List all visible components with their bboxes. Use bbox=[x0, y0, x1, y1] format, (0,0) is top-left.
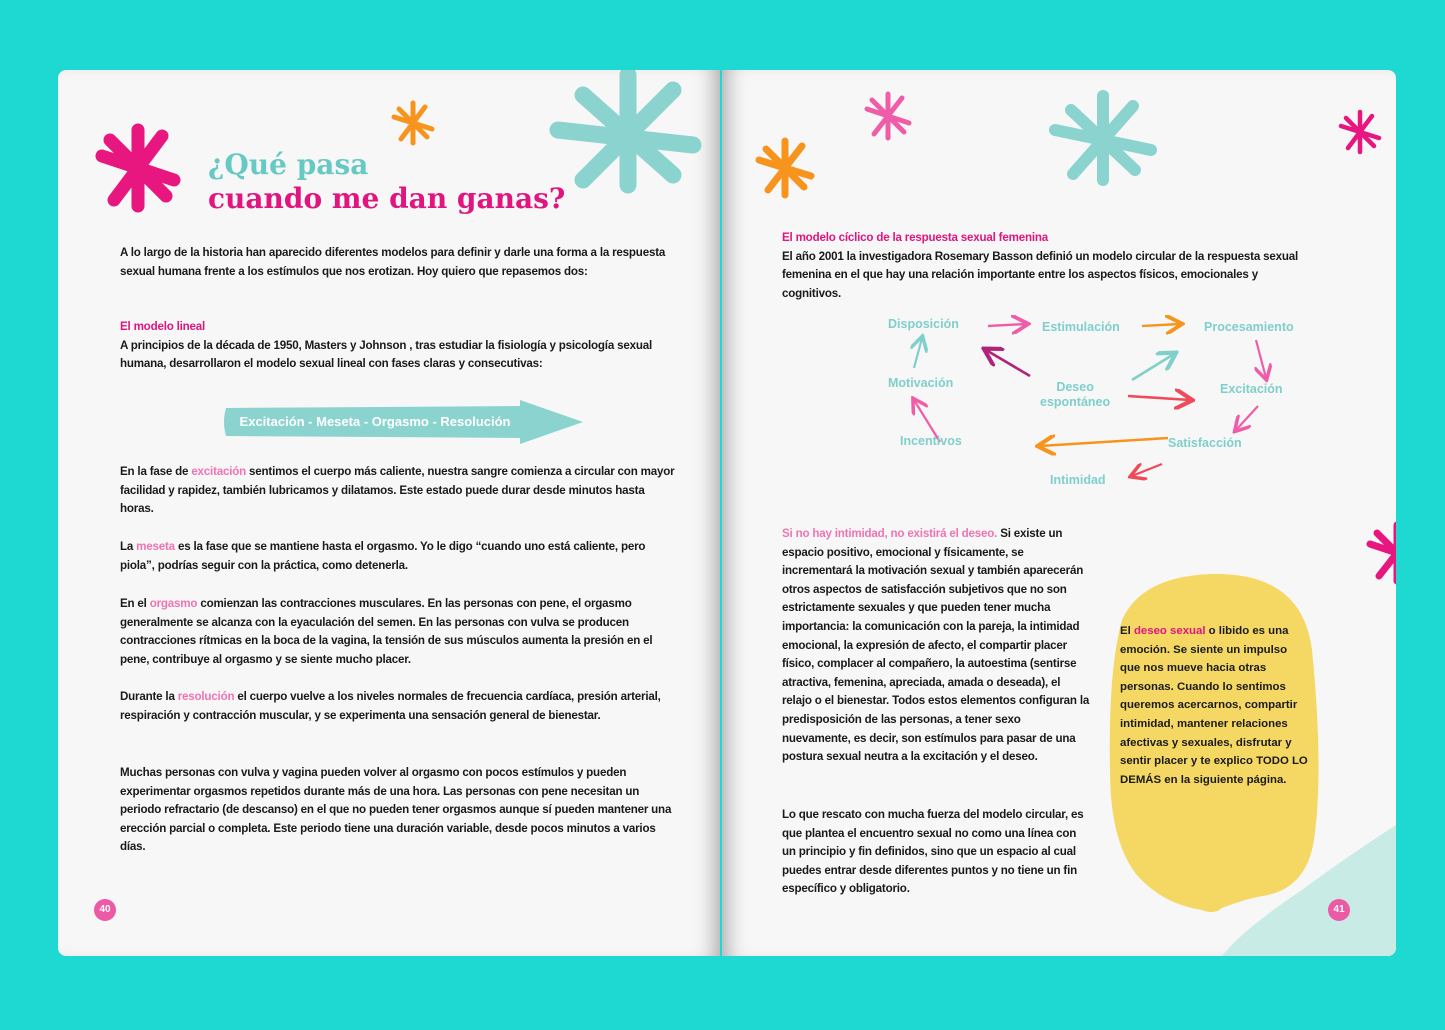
intro-paragraph: A lo largo de la historia han aparecido diferentes modelos para definir y darle una forma a la respuesta sexual humana frente a los estímulos que nos erotizan. Hoy quiero que repasemos dos: bbox=[120, 246, 666, 278]
linear-model-heading: El modelo lineal bbox=[120, 320, 206, 333]
arrow-deseo-procesamiento bbox=[1132, 354, 1174, 380]
text-run: es la fase que se mantiene hasta el orgasmo. Yo le digo “cuando uno está caliente, pero piola”, podrías seguir con la práctica, como detenerla. bbox=[120, 540, 646, 572]
arrow-satisfaccion-intimidad bbox=[1132, 464, 1162, 476]
paragraph-resolucion bbox=[120, 688, 675, 725]
text-run: En la fase de bbox=[120, 465, 192, 478]
deseo-line-2: espontáneo bbox=[1040, 395, 1111, 409]
paragraph-refractario: Muchas personas con vulva y vagina pueden volver al orgasmo con pocos estímulos y pueden experimentar orgasmos repetidos durante más de una hora. Las personas con pene necesitan un periodo refractario (de descanso) en el que no pueden tener orgasmos aunque sí pueden mantener una erección parcial o completa. Este periodo tiene una duración variable, desde pocos minutos a varios días. bbox=[120, 766, 672, 854]
pink-asterisk-icon bbox=[88, 118, 188, 218]
term-meseta: meseta bbox=[136, 540, 175, 553]
circular-model-paragraph: Lo que rescato con mucha fuerza del modelo circular, es que plantea el encuentro sexual no como una línea con un principio y fin definidos, sino que un espacio al cual puedes entrar desde diferentes puntos y no tiene un fin específico y obligatorio. bbox=[782, 808, 1084, 896]
node-intimidad: Intimidad bbox=[1050, 473, 1106, 487]
node-estimulacion: Estimulación bbox=[1042, 320, 1120, 334]
right-page bbox=[722, 70, 1396, 956]
term-excitacion: excitación bbox=[191, 465, 247, 478]
intimacy-paragraph bbox=[782, 525, 1092, 767]
node-excitacion: Excitación bbox=[1220, 382, 1283, 396]
node-disposicion: Disposición bbox=[888, 317, 959, 331]
node-deseo-espontaneo bbox=[1040, 380, 1110, 410]
page-number-right: 41 bbox=[1328, 899, 1350, 921]
term-resolucion: resolución bbox=[177, 690, 235, 703]
intimacy-text: Si existe un espacio positivo, emocional y físicamente, se incrementará la motivación sexual y también aparecerán otros aspectos de satisfacción subjetivos que no son estrictamente sexuales y que pueden tener mucha importancia: la comunicación con la pareja, la intimidad emocional, la expresión de afecto, el compartir placer físico, complacer al compañero, la autoestima (sentirse atractiva, femenina, apreciada, amada o deseada), el relajo o el bienestar. Todos estos elementos configuran la predisposición de las personas, a tener sexo nuevamente, es decir, son estímulos para pasar de una postura sexual neutra a la excitación y el deseo. bbox=[782, 527, 1090, 764]
text-run: el cuerpo vuelve a los niveles normales de frecuencia cardíaca, presión arterial, respiración y contracción muscular, y se experimenta una sensación general de bienestar. bbox=[120, 690, 661, 722]
cyclic-model-text: El año 2001 la investigadora Rosemary Basson definió un modelo circular de la respuesta sexual femenina en el que hay una relación importante entre los aspectos físicos, emocionales y cognitivos. bbox=[782, 249, 1298, 300]
term-orgasmo: orgasmo bbox=[149, 597, 198, 610]
text-run: En el bbox=[120, 597, 150, 610]
intimacy-lead: Si no hay intimidad, no existirá el deseo. bbox=[782, 527, 998, 540]
text-run: sentimos el cuerpo más caliente, nuestra sangre comienza a circular con mayor facilidad y rapidez, también lubricamos y dilatamos. Este estado puede durar desde minutos hasta horas. bbox=[120, 465, 675, 516]
term-deseo-sexual: deseo sexual bbox=[1133, 625, 1206, 637]
title-line-2: cuando me dan ganas? bbox=[208, 182, 566, 215]
node-procesamiento: Procesamiento bbox=[1204, 320, 1294, 334]
paragraph-meseta bbox=[120, 538, 675, 575]
arrow-procesamiento-excitacion bbox=[1256, 340, 1266, 378]
teal-asterisk-icon bbox=[548, 70, 708, 200]
node-motivacion: Motivación bbox=[888, 376, 954, 390]
page-title bbox=[208, 148, 565, 216]
node-incentivos: Incentivos bbox=[900, 434, 962, 448]
page-number-left: 40 bbox=[94, 899, 116, 921]
deseo-line-1: Deseo bbox=[1056, 380, 1094, 394]
title-line-1: ¿Qué pasa bbox=[208, 148, 369, 181]
arrow-excitacion-satisfaccion bbox=[1236, 406, 1258, 430]
open-book bbox=[58, 70, 1396, 956]
arrow-estimulacion-procesamiento bbox=[1142, 324, 1180, 326]
node-satisfaccion: Satisfacción bbox=[1168, 436, 1242, 450]
text-run: El bbox=[1120, 625, 1134, 637]
paragraph-excitacion bbox=[120, 463, 675, 519]
arrow-deseo-disposicion bbox=[986, 350, 1030, 376]
linear-model-section bbox=[120, 318, 675, 374]
arrow-motivacion-disposicion bbox=[914, 338, 922, 368]
phases-arrow-label: Excitación - Meseta - Orgasmo - Resolución bbox=[239, 414, 511, 429]
text-run: o libido es una emoción. Se siente un impulso que nos mueve hacia otras personas. Cuando lo sentimos queremos acercarnos, compartir intimidad, mantener relaciones afectivas y sexuales, disfrutar y sentir placer y te explico TODO LO DEMÁS en la siguiente página. bbox=[1120, 625, 1308, 786]
cyclic-model-heading: El modelo cíclico de la respuesta sexual femenina bbox=[782, 231, 1048, 244]
linear-model-text: A principios de la década de 1950, Masters y Johnson , tras estudiar la fisiología y psicología sexual humana, desarrollaron el modelo sexual lineal con fases claras y consecutivas: bbox=[120, 338, 652, 371]
bubble-text bbox=[1120, 622, 1310, 789]
text-run: comienzan las contracciones musculares. En las personas con pene, el orgasmo generalmente se alcanza con la eyaculación del semen. En las personas con vulva se producen contracciones rítmicas en la boca de la vagina, la tensión de sus músculos aumenta la presión en el pene, contribuye al orgasmo y se siente mucho placer. bbox=[120, 597, 653, 666]
text-run: La bbox=[120, 540, 137, 553]
left-page bbox=[58, 70, 720, 956]
arrow-disposicion-estimulacion bbox=[988, 324, 1026, 326]
phases-arrow bbox=[220, 400, 585, 444]
paragraph-orgasmo bbox=[120, 595, 675, 669]
arrow-satisfaccion-intimidad-left bbox=[1040, 438, 1168, 446]
orange-asterisk-icon bbox=[388, 98, 438, 148]
text-run: Durante la bbox=[120, 690, 178, 703]
arrow-deseo-excitacion bbox=[1128, 396, 1190, 400]
